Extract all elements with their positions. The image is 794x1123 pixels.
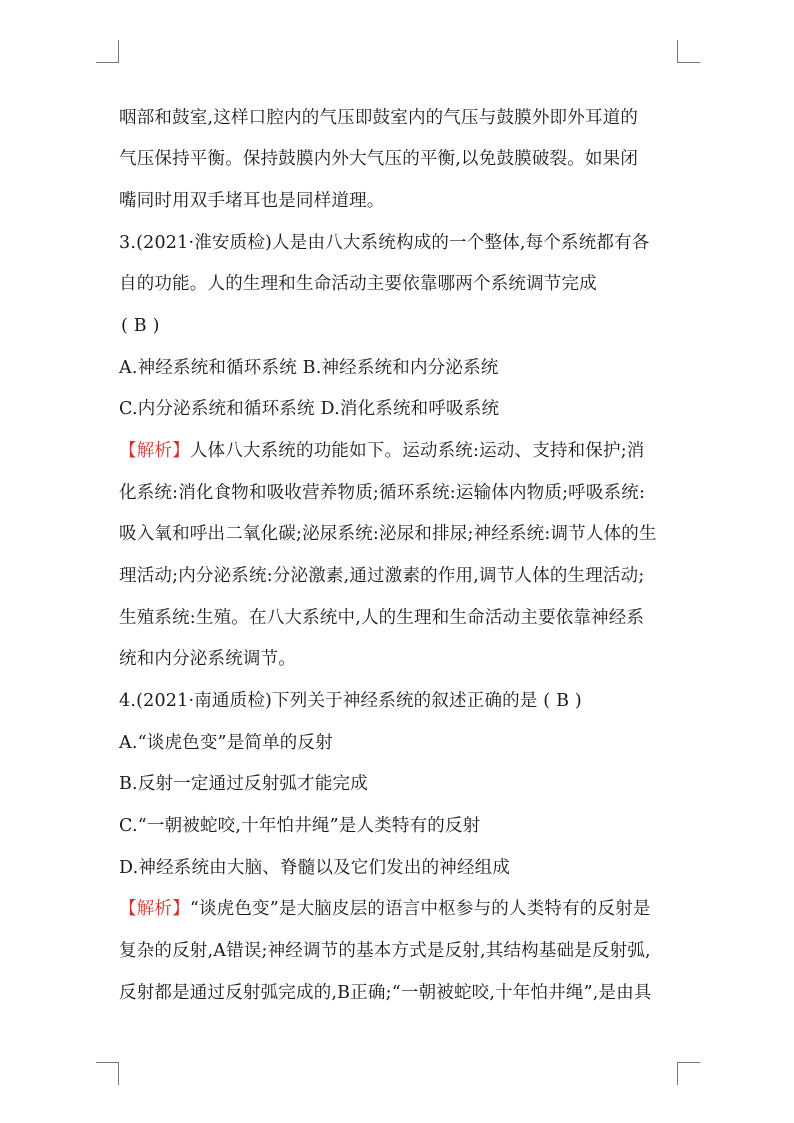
- question-3-stem-cont: 自的功能。人的生理和生命活动主要依靠哪两个系统调节完成: [119, 274, 597, 294]
- analysis-3-line: 统和内分泌系统调节。: [119, 649, 296, 669]
- analysis-tag: 【解析】: [119, 441, 190, 461]
- analysis-tag: 【解析】: [119, 899, 190, 919]
- question-4-option-a: A.“谈虎色变”是简单的反射: [119, 733, 333, 753]
- question-3-stem: 3.(2021·淮安质检)人是由八大系统构成的一个整体,每个系统都有各: [119, 233, 650, 253]
- crop-mark-bottom-right: [677, 1062, 700, 1085]
- question-4-option-d: D.神经系统由大脑、脊髓以及它们发出的神经组成: [119, 858, 511, 878]
- crop-mark-bottom-left: [96, 1062, 119, 1085]
- analysis-3-line: 化系统:消化食物和吸收营养物质;循环系统:运输体内物质;呼吸系统:: [119, 483, 646, 503]
- analysis-4-line: 【解析】“谈虎色变”是大脑皮层的语言中枢参与的人类特有的反射是: [119, 899, 651, 919]
- question-4-option-c: C.“一朝被蛇咬,十年怕井绳”是人类特有的反射: [119, 816, 481, 836]
- crop-mark-top-left: [96, 40, 119, 63]
- question-3-options-ab: A.神经系统和循环系统 B.神经系统和内分泌系统: [119, 358, 499, 378]
- analysis-3-line: 吸入氧和呼出二氧化碳;泌尿系统:泌尿和排尿;神经系统:调节人体的生: [119, 524, 657, 544]
- analysis-4-line: 反射都是通过反射弧完成的,B正确;“一朝被蛇咬,十年怕井绳”,是由具: [119, 983, 652, 1003]
- question-3-options-cd: C.内分泌系统和循环系统 D.消化系统和呼吸系统: [119, 399, 500, 419]
- text-line: 嘴同时用双手堵耳也是同样道理。: [119, 191, 385, 211]
- analysis-4-line: 复杂的反射,A错误;神经调节的基本方式是反射,其结构基础是反射弧,: [119, 941, 651, 961]
- crop-mark-top-right: [677, 40, 700, 63]
- question-3-answer: ( B ): [121, 316, 160, 336]
- question-4-stem: 4.(2021·南通质检)下列关于神经系统的叙述正确的是 ( B ): [119, 691, 582, 711]
- analysis-3-line: 【解析】人体八大系统的功能如下。运动系统:运动、支持和保护;消: [119, 441, 645, 461]
- question-4-option-b: B.反射一定通过反射弧才能完成: [119, 774, 368, 794]
- text-line: 咽部和鼓室,这样口腔内的气压即鼓室内的气压与鼓膜外即外耳道的: [119, 108, 639, 128]
- analysis-3-line: 生殖系统:生殖。在八大系统中,人的生理和生命活动主要依靠神经系: [119, 608, 645, 628]
- text-line: 气压保持平衡。保持鼓膜内外大气压的平衡,以免鼓膜破裂。如果闭: [119, 149, 639, 169]
- analysis-3-line: 理活动;内分泌系统:分泌激素,通过激素的作用,调节人体的生理活动;: [119, 566, 645, 586]
